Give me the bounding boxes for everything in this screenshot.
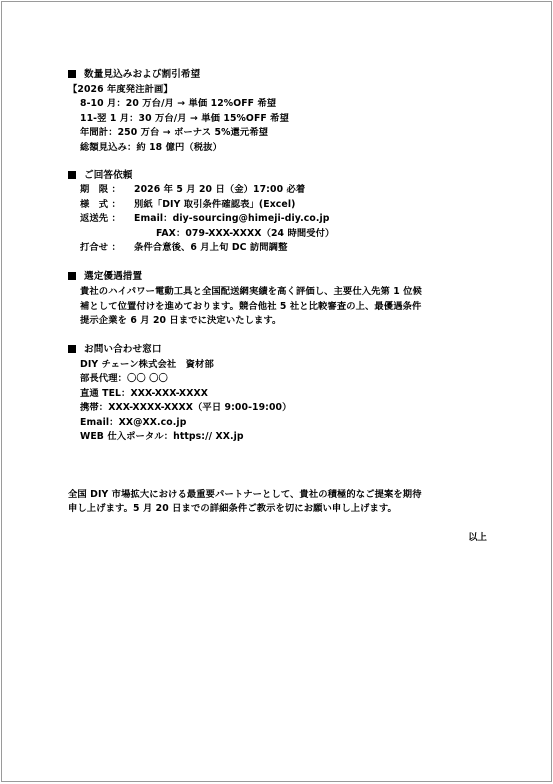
section-heading-volume: 数量見込みおよび割引希望 — [68, 68, 200, 82]
contact-line: Email：XX@XX.co.jp — [80, 417, 187, 428]
reply-row — [80, 212, 330, 226]
meeting-row — [80, 241, 287, 255]
square-bullet-icon — [68, 171, 76, 179]
reply-email: Email：diy-sourcing@himeji-diy.co.jp — [134, 213, 330, 224]
plan-title: 【2026 年度発注計画】 — [68, 84, 173, 95]
square-bullet-icon — [68, 272, 76, 280]
selection-line: 貴社のハイパワー電動工具と全国配送網実績を高く評価し、主要仕入先第 1 位候 — [80, 286, 422, 297]
contact-line: 携帯：XXX-XXXX-XXXX（平日 9:00-19:00） — [80, 402, 292, 413]
deadline-label: 期 限 ： — [80, 184, 121, 195]
volume-line: 年間計：250 万台 → ボーナス 5%還元希望 — [80, 127, 269, 138]
contact-line: DIY チェーン株式会社 資材部 — [80, 359, 214, 370]
selection-line: 提示企業を 6 月 20 日までに決定いたします。 — [80, 315, 282, 326]
contact-line: 部長代理：〇〇 〇〇 — [80, 373, 168, 384]
deadline-row — [80, 183, 305, 197]
section-heading-contact: お問い合わせ窓口 — [68, 343, 162, 357]
volume-line: 8-10 月：20 万台/月 → 単価 12%OFF 希望 — [80, 98, 277, 109]
format-value: 別紙「DIY 取引条件確認表」(Excel) — [134, 199, 296, 210]
square-bullet-icon — [68, 345, 76, 353]
reply-fax: FAX：079-XXX-XXXX（24 時間受付） — [156, 228, 335, 239]
format-label: 様 式 ： — [80, 199, 121, 210]
meeting-value: 条件合意後、6 月上旬 DC 訪問調整 — [134, 242, 288, 253]
volume-line: 総額見込み：約 18 億円（税抜） — [80, 142, 222, 153]
closing-end: 以上 — [468, 532, 487, 543]
closing-line: 申し上げます。5 月 20 日までの詳細条件ご教示を切にお願い申し上げます。 — [68, 503, 397, 514]
meeting-label: 打合せ ： — [80, 242, 121, 253]
deadline-value: 2026 年 5 月 20 日（金）17:00 必着 — [134, 184, 306, 195]
closing-line: 全国 DIY 市場拡大における最重要パートナーとして、貴社の積極的なご提案を期待 — [68, 489, 422, 500]
contact-line: 直通 TEL：XXX-XXX-XXXX — [80, 388, 209, 399]
volume-line: 11-翌 1 月：30 万台/月 → 単価 15%OFF 希望 — [80, 113, 289, 124]
contact-line: WEB 仕入ポータル：https:// XX.jp — [80, 431, 244, 442]
section-heading-selection: 選定優遇措置 — [68, 270, 142, 284]
reply-label: 返送先 ： — [80, 213, 121, 224]
selection-line: 補として位置付けを進めております。競合他社 5 社と比較審査の上、最優遇条件 — [80, 301, 422, 312]
document-page — [1, 1, 552, 782]
square-bullet-icon — [68, 70, 76, 78]
format-row — [80, 198, 295, 212]
section-heading-request: ご回答依頼 — [68, 169, 132, 183]
